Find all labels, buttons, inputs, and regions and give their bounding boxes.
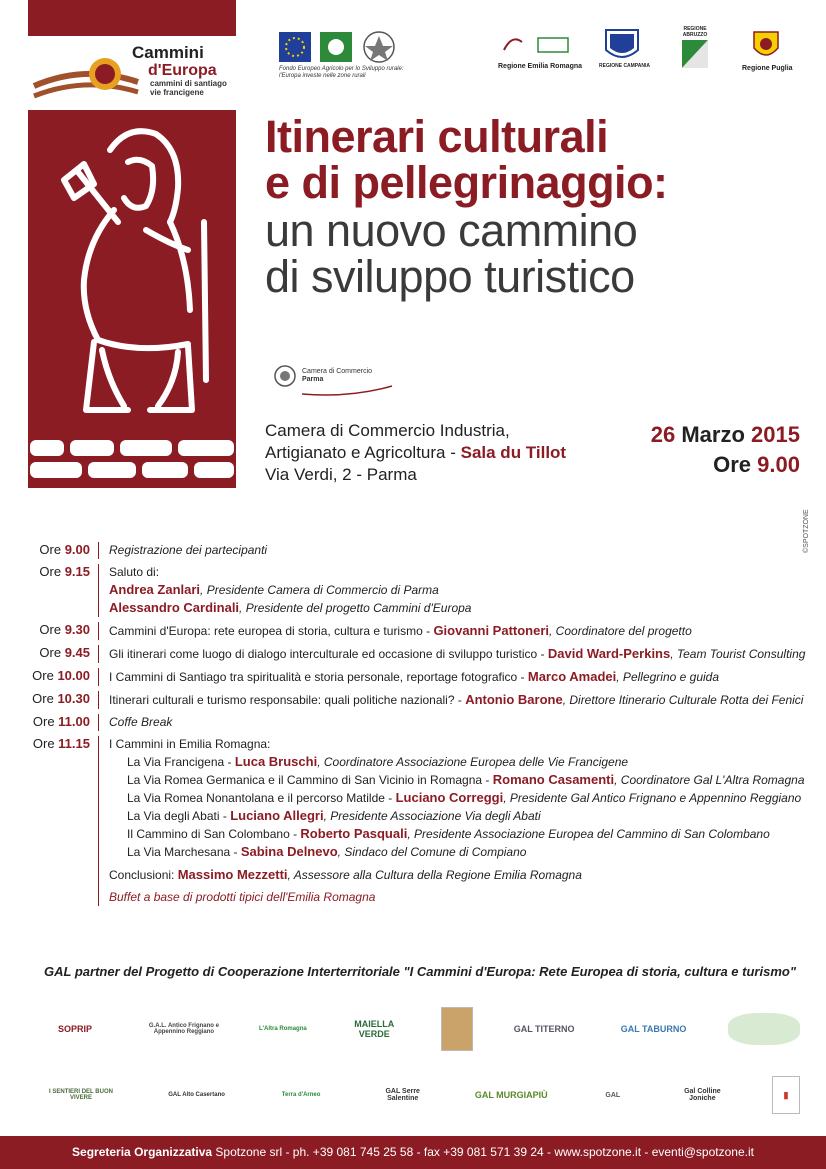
puglia-shield-icon: [752, 26, 780, 62]
venue-line-3: Via Verdi, 2 - Parma: [265, 465, 417, 484]
program-content: Coffe Break: [98, 714, 808, 731]
italian-republic-emblem-icon: [362, 30, 396, 64]
program-content: [98, 564, 808, 617]
gal-logo-alto-casertano: GAL Alto Casertano: [168, 1092, 225, 1098]
time-label: Ore: [713, 452, 752, 477]
program-time: Ore 9.15: [39, 564, 90, 579]
date-day: 26: [650, 422, 676, 447]
program-row: [28, 668, 808, 686]
program-time: Ore 11.15: [32, 736, 90, 751]
program-content: Gli itinerari come luogo di dialogo interculturale ed occasione di sviluppo turistico - David Ward-Perkins, Team Tourist Consulting: [98, 645, 808, 663]
gal-logo-image-icon: [441, 1007, 473, 1051]
footer-text: Spotzone srl - ph. +39 081 745 25 58 - fax +39 081 571 39 24 - www.spotzone.it - eventi@spotzone.it: [212, 1145, 754, 1159]
region-puglia: Regione Puglia: [742, 65, 793, 72]
title-line-2: e di pellegrinaggio:: [265, 157, 668, 208]
gal-logos-row-1: [40, 1004, 800, 1054]
campania-shield-icon: [604, 28, 640, 64]
gal-logo-taburno: GAL TABURNO: [620, 1024, 687, 1034]
venue-org: Artigianato e Agricoltura -: [265, 443, 461, 462]
program-row: [28, 714, 808, 731]
program-time: Ore 10.00: [32, 668, 90, 683]
leader-logo-icon: [320, 32, 352, 62]
session-item: La Via Romea Nonantolana e il percorso Matilde - Luciano Correggi, Presidente Gal Antico Frignano e Appennino Reggiano: [127, 790, 802, 805]
gal-logo-maiella-verde: MAIELLA VERDE: [354, 1019, 395, 1039]
gal-logo-green-icon: [728, 1013, 800, 1045]
program-content: Cammini d'Europa: rete europea di storia, cultura e turismo - Giovanni Pattoneri, Coordinatore del progetto: [98, 622, 808, 640]
event-title-sub: [265, 205, 638, 302]
footer-label: Segreteria Organizzativa: [72, 1145, 213, 1159]
gal-logos-row-2: [40, 1070, 800, 1120]
gal-logo-antico-frignano: G.A.L. Antico Frignano e Appennino Reggiano: [148, 1023, 219, 1035]
venue-line-1: Camera di Commercio Industria,: [265, 421, 510, 440]
conclusions-line: Conclusioni: Massimo Mezzetti, Assessore alla Cultura della Regione Emilia Romagna: [109, 867, 582, 882]
title-line-1: Itinerari culturali: [265, 111, 609, 162]
gal-logo-murgiapiu: GAL MURGIAPIÙ: [474, 1090, 548, 1100]
event-date: [600, 420, 800, 480]
gal-logo-sentieri: I SENTIERI DEL BUON VIVERE: [49, 1089, 113, 1101]
gal-logo-gal: GAL: [605, 1091, 621, 1099]
chamber-of-commerce-logo-icon: [273, 364, 297, 388]
sponsor-line-2: Parma: [302, 376, 324, 383]
brand-name-2: d'Europa: [148, 62, 217, 79]
venue-line-2: [265, 442, 566, 464]
emilia-romagna-logo-icon: [500, 30, 580, 62]
region-campania: REGIONE CAMPANIA: [599, 63, 651, 69]
program-row: [28, 564, 808, 617]
gal-logo-terra-arneo: Terra d'Arneo: [281, 1092, 321, 1098]
program-time: Ore 10.30: [32, 691, 90, 706]
side-credit: ©SPOTZONE: [803, 509, 810, 553]
program-content: [98, 736, 808, 906]
time-value: 9.00: [757, 452, 800, 477]
program-time: Ore 9.30: [39, 622, 90, 637]
time-line: [600, 450, 800, 480]
sponsor-swoosh-icon: [300, 384, 394, 398]
sponsor-line-1: Camera di Commercio: [302, 368, 373, 375]
title-line-4: di sviluppo turistico: [265, 251, 635, 302]
venue-block: [265, 420, 566, 486]
abruzzo-logo-icon: [680, 38, 710, 70]
top-red-bar: [28, 0, 236, 36]
program-row: [28, 736, 808, 906]
program-row: [28, 542, 808, 559]
pilgrim-panel: [28, 110, 236, 488]
eu-flag-icon: [279, 32, 311, 62]
gal-logo-serre-salentine: GAL Serre Salentine: [385, 1088, 420, 1102]
date-month: Marzo: [681, 422, 745, 447]
program-time: Ore 9.00: [39, 542, 90, 557]
buffet-note: Buffet a base di prodotti tipici dell'Emilia Romagna: [109, 890, 376, 904]
gal-logo-colline-joniche: Gal Colline Joniche: [684, 1088, 721, 1102]
title-line-3: un nuovo cammino: [265, 205, 638, 256]
brand-name: Cammini: [132, 43, 204, 62]
brand-subtitle: cammini di santiago vie francigene: [150, 79, 227, 97]
region-emilia: Regione Emilia Romagna: [498, 63, 583, 70]
venue-room: Sala du Tillot: [460, 443, 567, 462]
gal-logo-red-icon: ▮: [772, 1076, 800, 1114]
program-row: [28, 691, 808, 709]
program-time: Ore 11.00: [32, 714, 90, 729]
event-title-main: [265, 111, 668, 208]
program-row: [28, 645, 808, 663]
session-item: La Via Marchesana - Sabina Delnevo, Sindaco del Comune di Compiano: [127, 844, 527, 859]
session-item: Il Cammino di San Colombano - Roberto Pasquali, Presidente Associazione Europea del Cammino di San Colombano: [127, 826, 770, 841]
date-year: 2015: [751, 422, 800, 447]
session-item: La Via degli Abati - Luciano Allegri, Presidente Associazione Via degli Abati: [127, 808, 541, 823]
sponsor-label: [302, 368, 372, 384]
gal-logo-altra-romagna: L'Altra Romagna: [258, 1026, 307, 1032]
gal-logo-titerno: GAL TITERNO: [513, 1024, 575, 1034]
program-row: [28, 622, 808, 640]
program-content: I Cammini di Santiago tra spiritualità e storia personale, reportage fotografico - Marco Amadei, Pellegrino e guida: [98, 668, 808, 686]
pilgrim-illustration-icon: [28, 110, 236, 488]
gal-logo-soprip: SOPRIP: [57, 1024, 92, 1034]
session-item: La Via Francigena - Luca Bruschi, Coordinatore Associazione Europea delle Vie Francigene: [127, 754, 629, 769]
program-content: Registrazione dei partecipanti: [98, 542, 808, 559]
speaker-line: Alessandro Cardinali, Presidente del progetto Cammini d'Europa: [109, 600, 472, 615]
program: [28, 542, 808, 911]
footer-contact: [0, 1136, 826, 1169]
gal-partners-heading: GAL partner del Progetto di Cooperazione Interterritoriale "I Cammini d'Europa: Rete Europea di storia, cultura e turismo": [44, 964, 796, 979]
region-abruzzo: REGIONE ABRUZZO: [682, 26, 708, 38]
session-item: La Via Romea Germanica e il Cammino di San Vicinio in Romagna - Romano Casamenti, Coordinatore Gal L'Altra Romagna: [127, 772, 805, 787]
session-label: I Cammini in Emilia Romagna:: [109, 737, 271, 751]
speaker-line: Andrea Zanlari, Presidente Camera di Commercio di Parma: [109, 582, 439, 597]
program-time: Ore 9.45: [39, 645, 90, 660]
cammini-logo-icon: [30, 46, 140, 104]
greeting-label: Saluto di:: [109, 565, 160, 579]
feasr-caption: Fondo Europeo Agricolo per lo Sviluppo rurale: l'Europa investe nelle zone rurali: [279, 66, 404, 79]
date-line: [600, 420, 800, 450]
program-content: Itinerari culturali e turismo responsabile: quali politiche nazionali? - Antonio Barone, Direttore Itinerario Culturale Rotta dei Fenici: [98, 691, 808, 709]
